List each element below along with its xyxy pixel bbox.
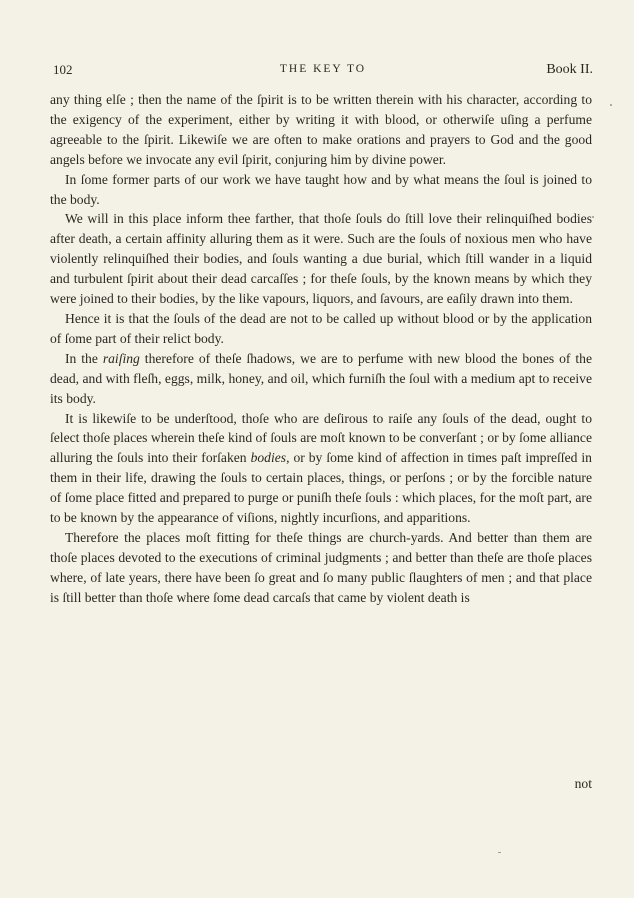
text-run: Therefore the places moſt fitting for theſe things are church-yards. And better than them are thoſe places devoted to the executions of criminal judgments ; and better than theſe are thoſe places where, of late years, there have been ſo great and ſo many public ſlaughters of men ; and that place is ſtill better than thoſe where ſome dead carcaſs that came by violent death is xyxy=(50,529,592,605)
paper-speck xyxy=(498,852,501,853)
text-run: In ſome former parts of our work we have taught how and by what means the ſoul is joined to the body. xyxy=(50,171,592,207)
paper-speck xyxy=(592,216,594,218)
running-head xyxy=(53,62,593,82)
paragraph xyxy=(50,349,592,409)
italic-text: bodies xyxy=(250,450,287,466)
paragraph xyxy=(50,409,592,528)
paragraph xyxy=(50,528,592,608)
body-text xyxy=(50,90,592,608)
text-run: therefore of theſe ſhadows, we are to perfume with new blood the bones of the dead, and with fleſh, eggs, milk, honey, and oil, which furniſh the ſoul with a medium apt to receive its body. xyxy=(50,350,592,406)
text-run: Hence it is that the ſouls of the dead are not to be called up without blood or by the application of ſome part of their relict body. xyxy=(50,310,592,346)
text-run: It is likewiſe to be underſtood, thoſe who are deſirous to raiſe any ſouls of the dead, ought to ſelect thoſe places wherein theſe kind of ſouls are moſt known to be converſant ; or by ſome alliance alluring the ſouls into their forſaken xyxy=(50,410,592,466)
text-run: , or by ſome kind of affection in times paſt impreſſed in them in their life, drawing the ſouls to certain places, things, or perſons ; or by the forcible nature of ſome place fitted and prepared to purge or puniſh theſe ſouls : which places, for the moſt part, are to be known by the appearance of viſions, nightly incurſions, and apparitions. xyxy=(50,450,592,526)
catchword: not xyxy=(574,776,592,791)
paper-speck xyxy=(610,104,612,106)
paragraph xyxy=(50,209,592,309)
paragraph xyxy=(50,90,592,170)
text-run: We will in this place inform thee farther, that thoſe ſouls do ſtill love their relinquiſhed bodies after death, a certain affinity alluring them as it were. Such are the ſouls of noxious men who have violently relinquiſhed their bodies, and ſouls wanting a due burial, which ſtill wander in a liquid and turbulent ſpirit about their dead carcaſſes ; for theſe ſouls, by the known means by which they were joined to their bodies, by the like vapours, liquors, and ſavours, are eaſily drawn into them. xyxy=(50,211,592,307)
running-title: THE KEY TO xyxy=(279,63,367,75)
paragraph xyxy=(50,170,592,210)
page-number: 102 xyxy=(53,62,73,77)
text-run: In the xyxy=(65,350,103,366)
text-run: any thing elſe ; then the name of the ſpirit is to be written therein with his character, according to the exigency of the experiment, either by writing it with blood, or otherwiſe uſing a perfume agreeable to the ſpirit. Likewiſe we are often to make orations and prayers to God and the good angels before we invocate any evil ſpirit, conjuring him by divine power. xyxy=(50,92,592,167)
paragraph xyxy=(50,309,592,349)
book-reference: Book II. xyxy=(546,62,593,77)
italic-text: raiſing xyxy=(102,350,140,366)
